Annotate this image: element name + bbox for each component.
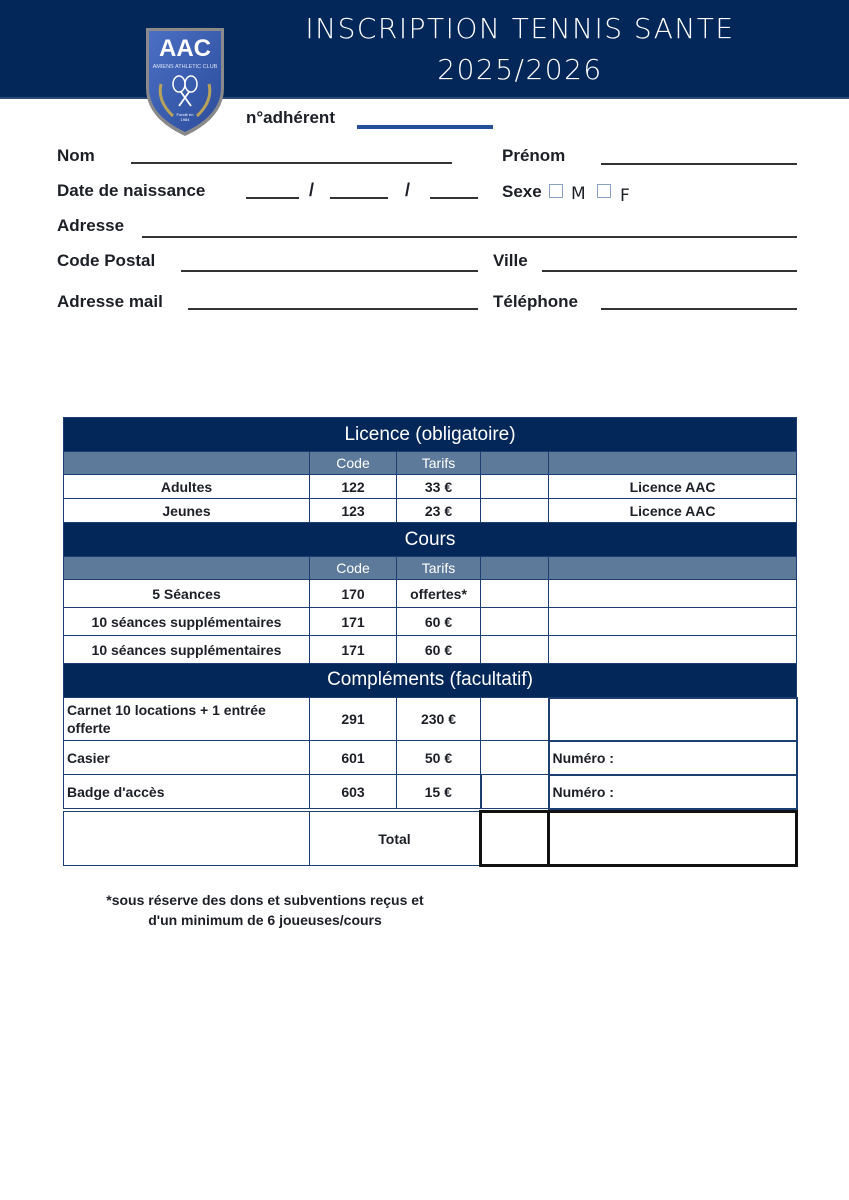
date-separator: /: [309, 180, 315, 200]
row-label: Casier: [64, 741, 310, 775]
total-amount-field[interactable]: [549, 812, 797, 866]
ville-label: Ville: [493, 251, 528, 270]
row-check-cell[interactable]: [481, 475, 549, 499]
row-tarif: 60 €: [397, 636, 481, 664]
total-row: [64, 812, 797, 866]
row-label: Adultes: [64, 475, 310, 499]
footnote-line-1: *sous réserve des dons et subventions reçus et: [106, 892, 424, 908]
birth-day-field[interactable]: [246, 197, 299, 199]
row-label: Badge d'accès: [64, 775, 310, 809]
row-code: 122: [310, 475, 397, 499]
row-tarif: 33 €: [397, 475, 481, 499]
telephone-label: Téléphone: [493, 292, 579, 311]
row-check-cell[interactable]: [481, 775, 549, 809]
svg-text:Fondé en: Fondé en: [176, 112, 194, 117]
col-code: Code: [310, 557, 397, 580]
row-label: Jeunes: [64, 499, 310, 523]
svg-text:AAC: AAC: [159, 35, 211, 62]
col-tarifs: Tarifs: [397, 452, 481, 475]
birth-year-field[interactable]: [430, 197, 478, 199]
row-label: 10 séances supplémentaires: [64, 636, 310, 664]
row-tarif: 230 €: [397, 698, 481, 741]
cours-title: Cours: [64, 523, 797, 557]
casier-numero-field[interactable]: Numéro :: [549, 741, 797, 775]
birth-month-field[interactable]: [330, 197, 388, 199]
code-postal-label: Code Postal: [57, 251, 156, 270]
row-tarif: 50 €: [397, 741, 481, 775]
row-tarif: 60 €: [397, 608, 481, 636]
date-naissance-label: Date de naissance: [57, 181, 206, 200]
row-note: [549, 580, 797, 608]
licence-section-header: [64, 418, 797, 452]
row-note: [549, 636, 797, 664]
row-code: 601: [310, 741, 397, 775]
adresse-field[interactable]: [142, 236, 797, 238]
row-code: 123: [310, 499, 397, 523]
table-row: [64, 580, 797, 608]
complements-section-header: [64, 664, 797, 698]
nom-field[interactable]: [131, 162, 452, 164]
sexe-f-checkbox[interactable]: [597, 184, 611, 198]
tarif-table: [63, 417, 798, 867]
row-code: 170: [310, 580, 397, 608]
licence-column-header: [64, 452, 797, 475]
title-line-1: INSCRIPTION TENNIS SANTE: [305, 12, 735, 45]
date-separator: /: [405, 180, 411, 200]
row-check-cell[interactable]: [481, 741, 549, 775]
code-postal-field[interactable]: [181, 270, 478, 272]
licence-title: Licence (obligatoire): [64, 418, 797, 452]
row-code: 291: [310, 698, 397, 741]
adherent-label: n°adhérent: [246, 108, 335, 127]
row-check-cell[interactable]: [481, 608, 549, 636]
col-tarifs: Tarifs: [397, 557, 481, 580]
nom-label: Nom: [57, 146, 95, 165]
row-note: [549, 608, 797, 636]
row-check-cell[interactable]: [481, 636, 549, 664]
table-row: [64, 608, 797, 636]
row-code: 171: [310, 636, 397, 664]
table-row: [64, 775, 797, 809]
total-check-cell[interactable]: [481, 812, 549, 866]
cours-section-header: [64, 523, 797, 557]
svg-text:AMIENS ATHLETIC CLUB: AMIENS ATHLETIC CLUB: [152, 64, 218, 70]
adresse-mail-label: Adresse mail: [57, 292, 163, 311]
row-tarif: offertes*: [397, 580, 481, 608]
telephone-field[interactable]: [601, 308, 797, 310]
row-check-cell[interactable]: [481, 499, 549, 523]
table-row: [64, 698, 797, 741]
complements-title: Compléments (facultatif): [64, 664, 797, 698]
row-code: 171: [310, 608, 397, 636]
row-tarif: 15 €: [397, 775, 481, 809]
email-field[interactable]: [188, 308, 478, 310]
footnote-line-2: d'un minimum de 6 joueuses/cours: [148, 912, 382, 928]
row-code: 603: [310, 775, 397, 809]
row-label: 5 Séances: [64, 580, 310, 608]
row-check-cell[interactable]: [481, 698, 549, 741]
adresse-label: Adresse: [57, 216, 125, 235]
club-logo-icon: [143, 26, 227, 138]
svg-text:1984: 1984: [180, 117, 190, 122]
ville-field[interactable]: [542, 270, 797, 272]
sexe-label: Sexe: [502, 182, 542, 201]
row-tarif: 23 €: [397, 499, 481, 523]
badge-numero-field[interactable]: Numéro :: [549, 775, 797, 809]
cours-column-header: [64, 557, 797, 580]
row-check-cell[interactable]: [481, 580, 549, 608]
adherent-number-field[interactable]: [357, 125, 493, 129]
col-code: Code: [310, 452, 397, 475]
table-row: [64, 636, 797, 664]
prenom-field[interactable]: [601, 163, 797, 165]
footnote: [70, 890, 460, 930]
row-label: Carnet 10 locations + 1 entrée offerte: [64, 698, 310, 741]
page-title: [255, 8, 785, 90]
row-note[interactable]: [549, 698, 797, 741]
table-row: [64, 741, 797, 775]
sexe-m-label: M: [571, 184, 586, 204]
total-label: Total: [310, 812, 481, 866]
sexe-m-checkbox[interactable]: [549, 184, 563, 198]
sexe-f-label: F: [620, 186, 630, 206]
title-line-2: 2025/2026: [437, 53, 603, 86]
prenom-label: Prénom: [502, 146, 566, 165]
table-row: [64, 475, 797, 499]
row-note: Licence AAC: [549, 499, 797, 523]
row-note: Licence AAC: [549, 475, 797, 499]
table-row: [64, 499, 797, 523]
row-label: 10 séances supplémentaires: [64, 608, 310, 636]
